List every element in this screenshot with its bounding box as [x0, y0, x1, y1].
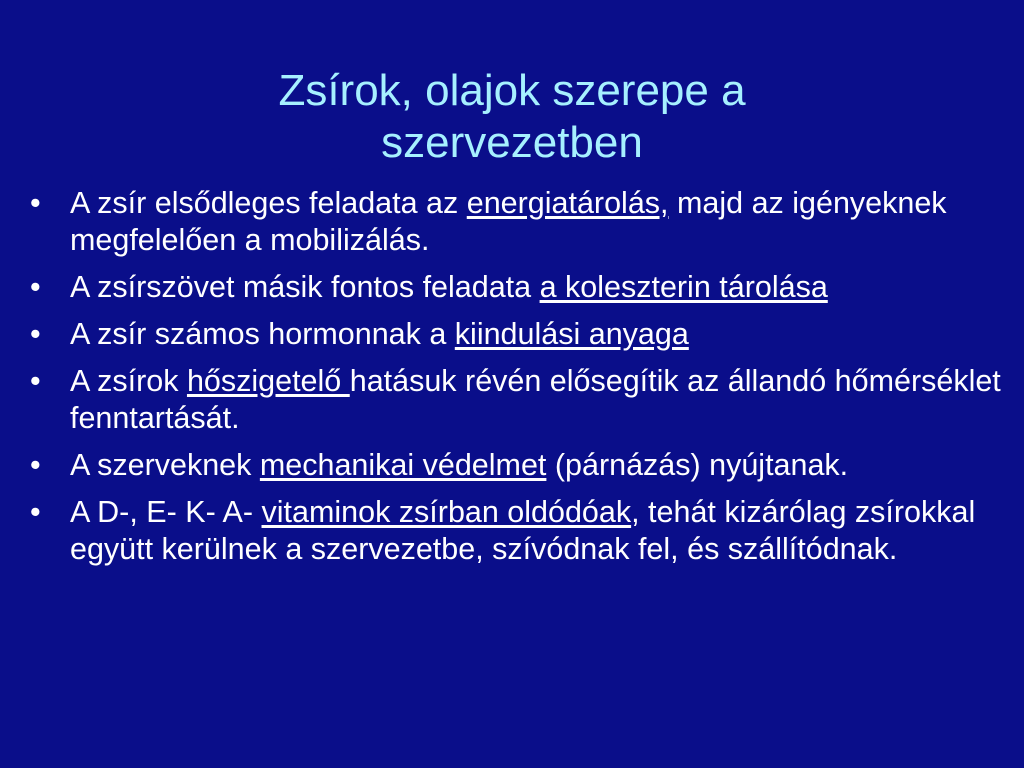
bullet-underlined-text: kiindulási anyaga: [454, 317, 689, 351]
bullet-underlined-text: vitaminok zsírban oldódóak: [261, 495, 632, 529]
bullet-text-after: (párnázás) nyújtanak.: [546, 448, 849, 482]
bullet-dot-icon: •: [30, 317, 41, 351]
bullet-underlined-text: hőszigetelő: [186, 364, 350, 398]
bullet-dot-icon: •: [30, 448, 41, 482]
bullet-item-6: [30, 494, 1015, 568]
bullet-dot-icon: •: [30, 495, 41, 529]
bullet-text-before: A zsír elsődleges feladata az: [70, 186, 467, 220]
bullet-text-before: A zsírok: [70, 364, 187, 398]
slide-title: [0, 65, 1024, 169]
bullet-item-5: [30, 447, 1015, 484]
bullet-dot-icon: •: [30, 186, 41, 220]
bullet-underlined-text: mechanikai védelmet: [259, 448, 547, 482]
bullet-dot-icon: •: [30, 270, 41, 304]
slide-title-line-2: szervezetben: [381, 118, 643, 168]
bullet-dot-icon: •: [30, 364, 41, 398]
bullet-text-before: A zsírszövet másik fontos feladata: [70, 270, 540, 304]
bullet-underlined-text: a koleszterin tárolása: [539, 270, 828, 304]
bullet-text-after: majd az igényeknek megfelelően a mobilizálás.: [70, 186, 947, 257]
bullet-text-after: hatásuk révén elősegítik az állandó hőmérséklet fenntartását.: [70, 364, 1001, 435]
bullet-item-2: [30, 269, 1015, 306]
bullet-text-before: A szerveknek: [70, 448, 260, 482]
bullet-item-3: [30, 316, 1015, 353]
bullet-underlined-text: energiatárolás,: [466, 186, 669, 220]
bullet-item-1: [30, 185, 1015, 259]
bullet-text-before: A zsír számos hormonnak a: [70, 317, 455, 351]
slide-title-line-1: Zsírok, olajok szerepe a: [278, 66, 746, 116]
bullet-text-before: A D-, E- K- A-: [70, 495, 262, 529]
bullet-list: [30, 185, 1015, 578]
bullet-item-4: [30, 363, 1015, 437]
bullet-text-after: , tehát kizárólag zsírokkal együtt kerülnek a szervezetbe, szívódnak fel, és szállítódnak.: [70, 495, 976, 566]
